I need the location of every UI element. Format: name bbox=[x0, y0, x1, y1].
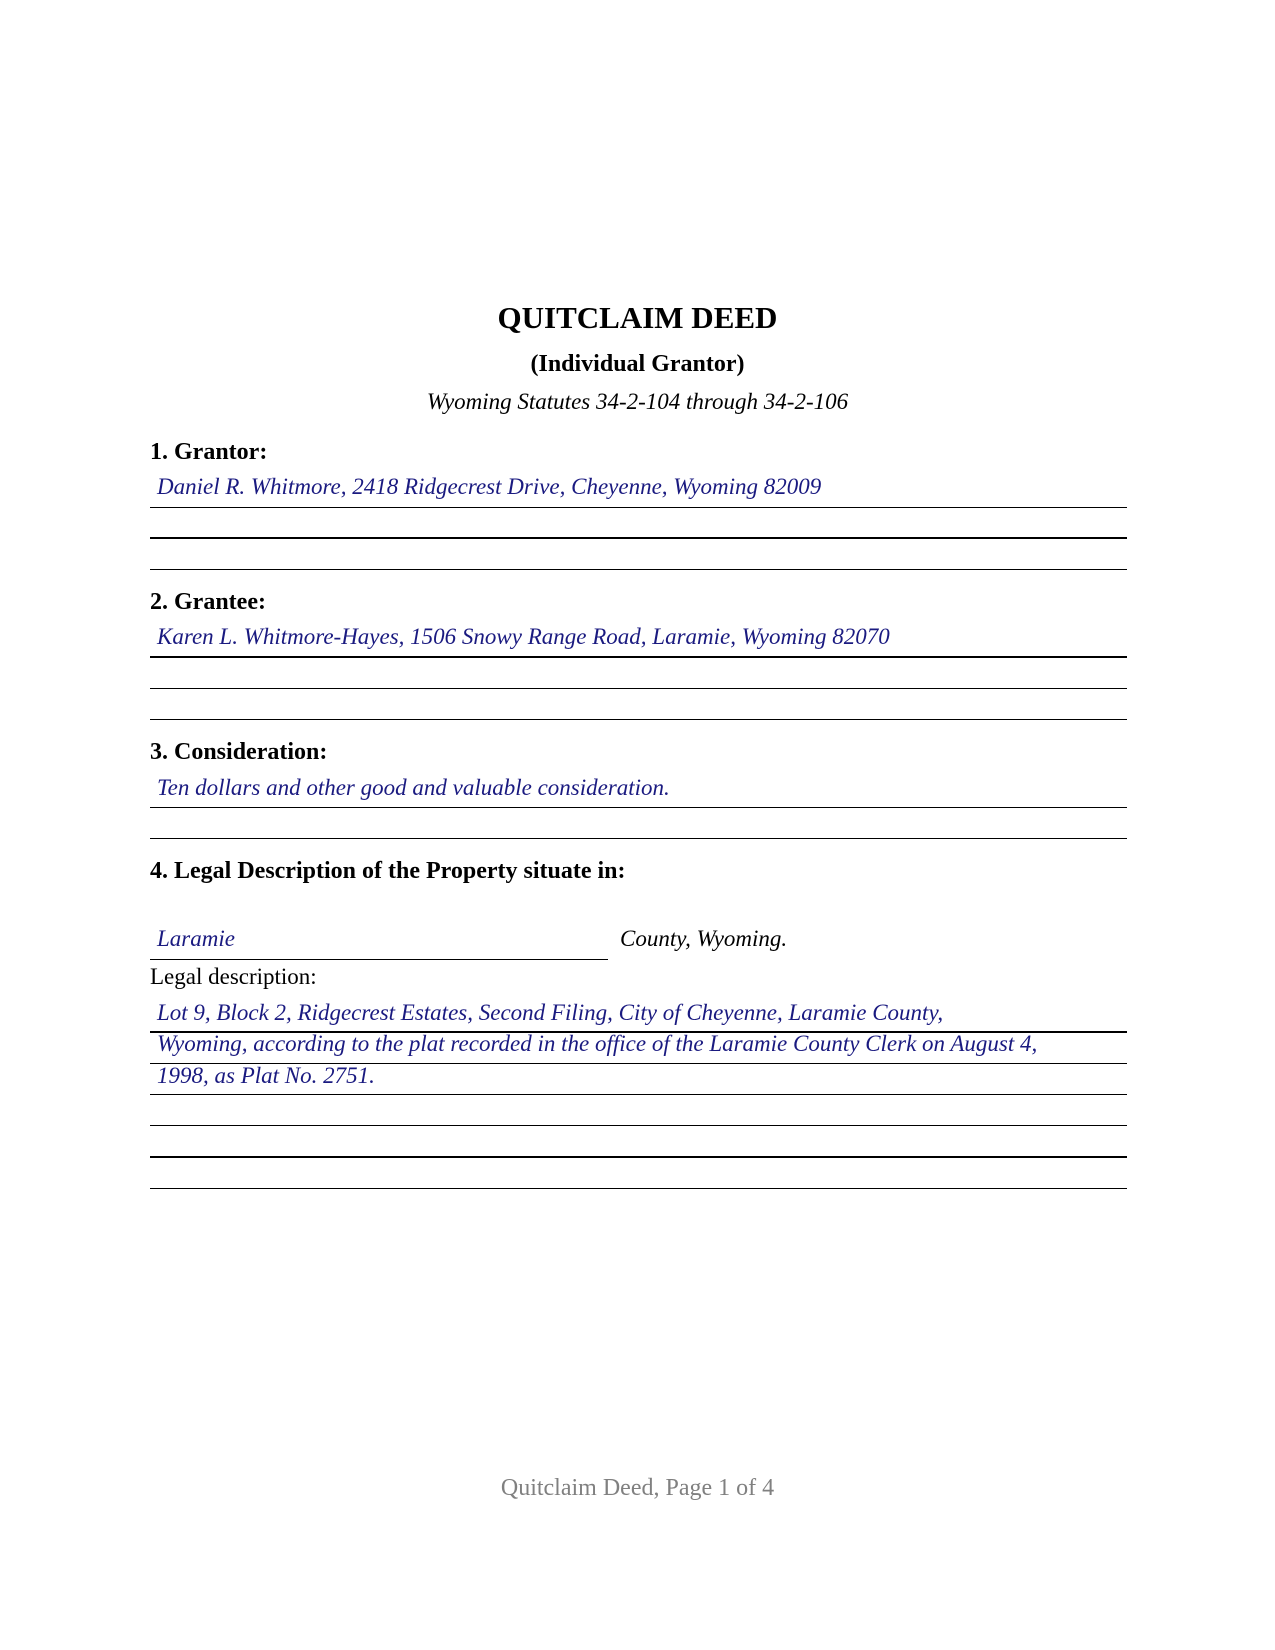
grantor-field[interactable]: Daniel R. Whitmore, 2418 Ridgecrest Drive, Cheyenne, Wyoming 82009 bbox=[157, 474, 822, 499]
legal-description-rule bbox=[150, 1094, 1127, 1095]
legal-description-rule bbox=[150, 1125, 1127, 1126]
legal-description-heading: 4. Legal Description of the Property situate in: bbox=[150, 858, 626, 884]
document-title: QUITCLAIM DEED bbox=[497, 300, 778, 335]
consideration-heading: 3. Consideration: bbox=[150, 739, 328, 765]
county-field[interactable]: Laramie bbox=[157, 926, 235, 951]
grantor-line bbox=[150, 507, 1127, 508]
grantor-line bbox=[150, 537, 1127, 539]
legal-description-line-1[interactable]: Lot 9, Block 2, Ridgecrest Estates, Second Filing, City of Cheyenne, Laramie County, bbox=[157, 1000, 944, 1025]
county-suffix: County, Wyoming. bbox=[620, 926, 788, 951]
grantor-line bbox=[150, 569, 1127, 570]
statute-reference: Wyoming Statutes 34-2-104 through 34-2-106 bbox=[426, 389, 849, 414]
grantor-heading: 1. Grantor: bbox=[150, 439, 268, 465]
page-footer: Quitclaim Deed, Page 1 of 4 bbox=[500, 1475, 775, 1501]
legal-description-line-2[interactable]: Wyoming, according to the plat recorded in the office of the Laramie County Clerk on August 4, bbox=[157, 1031, 1038, 1056]
legal-description-line-3[interactable]: 1998, as Plat No. 2751. bbox=[157, 1063, 375, 1088]
consideration-line bbox=[150, 807, 1127, 808]
grantee-field[interactable]: Karen L. Whitmore-Hayes, 1506 Snowy Range Road, Laramie, Wyoming 82070 bbox=[157, 624, 890, 649]
grantee-line bbox=[150, 719, 1127, 720]
consideration-field[interactable]: Ten dollars and other good and valuable consideration. bbox=[157, 775, 670, 800]
grantee-line bbox=[150, 656, 1127, 658]
document-subtitle: (Individual Grantor) bbox=[530, 351, 745, 377]
grantee-heading: 2. Grantee: bbox=[150, 589, 266, 615]
consideration-line bbox=[150, 838, 1127, 839]
legal-description-label: Legal description: bbox=[150, 964, 317, 989]
grantee-line bbox=[150, 688, 1127, 689]
county-line bbox=[150, 959, 608, 960]
legal-description-rule bbox=[150, 1188, 1127, 1189]
legal-description-rule bbox=[150, 1156, 1127, 1158]
